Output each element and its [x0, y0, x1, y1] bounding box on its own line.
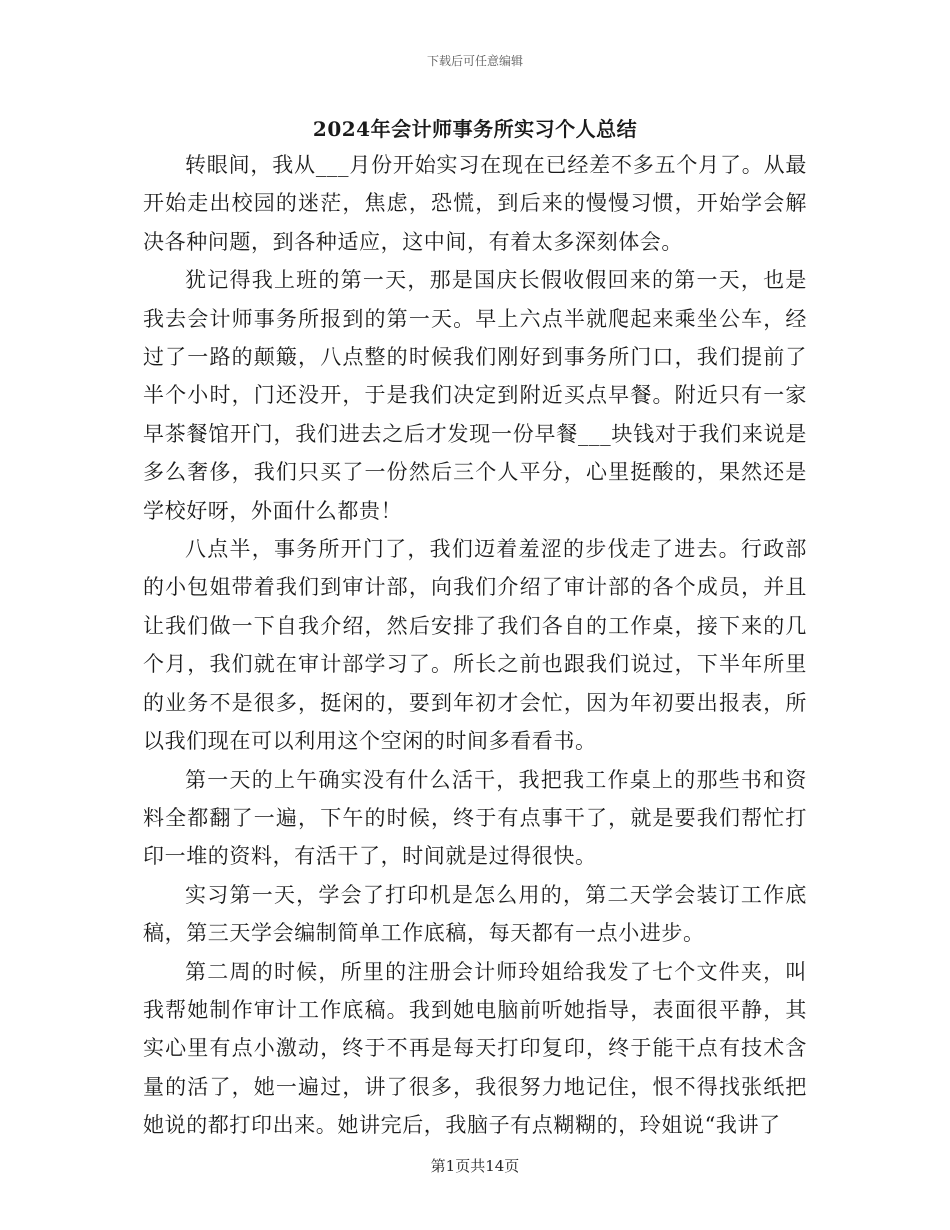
document-title: 2024年会计师事务所实习个人总结 [312, 117, 638, 141]
page-header-note: 下载后可任意编辑 [426, 54, 523, 68]
document-body [143, 146, 807, 1145]
paragraph-4: 第一天的上午确实没有什么活干，我把我工作桌上的那些书和资料全都翻了一遍，下午的时候，终于有点事干了，就是要我们帮忙打印一堆的资料，有活干了，时间就是过得很快。 [143, 767, 807, 869]
paragraph-3: 八点半，事务所开门了，我们迈着羞涩的步伐走了进去。行政部的小包姐带着我们到审计部，向我们介绍了审计部的各个成员，并且让我们做一下自我介绍，然后安排了我们各自的工作桌，接下来的几个月，我们就在审计部学习了。所长之前也跟我们说过，下半年所里的业务不是很多，挺闲的，要到年初才会忙，因为年初要出报表，所以我们现在可以利用这个空闲的时间多看看书。 [143, 537, 807, 754]
page-number-footer: 第1页共14页 [430, 1157, 520, 1175]
paragraph-5: 实习第一天，学会了打印机是怎么用的，第二天学会装订工作底稿，第三天学会编制简单工作底稿，每天都有一点小进步。 [143, 882, 807, 946]
paragraph-1: 转眼间，我从___月份开始实习在现在已经差不多五个月了。从最开始走出校园的迷茫，焦虑，恐慌，到后来的慢慢习惯，开始学会解决各种问题，到各种适应，这中间，有着太多深刻体会。 [143, 153, 807, 254]
paragraph-2: 犹记得我上班的第一天，那是国庆长假收假回来的第一天，也是我去会计师事务所报到的第一天。早上六点半就爬起来乘坐公车，经过了一路的颠簸，八点整的时候我们刚好到事务所门口，我们提前了半个小时，门还没开，于是我们决定到附近买点早餐。附近只有一家早茶餐馆开门，我们进去之后才发现一份早餐___块钱对于我们来说是多么奢侈，我们只买了一份然后三个人平分，心里挺酸的，果然还是学校好呀，外面什么都贵！ [143, 268, 807, 523]
paragraph-6: 第二周的时候，所里的注册会计师玲姐给我发了七个文件夹，叫我帮她制作审计工作底稿。我到她电脑前听她指导，表面很平静，其实心里有点小激动，终于不再是每天打印复印，终于能干点有技术含量的活了，她一遍过，讲了很多，我很努力地记住，恨不得找张纸把她说的都打印出来。她讲完后，我脑子有点糊糊的，玲姐说“我讲了 [143, 959, 807, 1138]
